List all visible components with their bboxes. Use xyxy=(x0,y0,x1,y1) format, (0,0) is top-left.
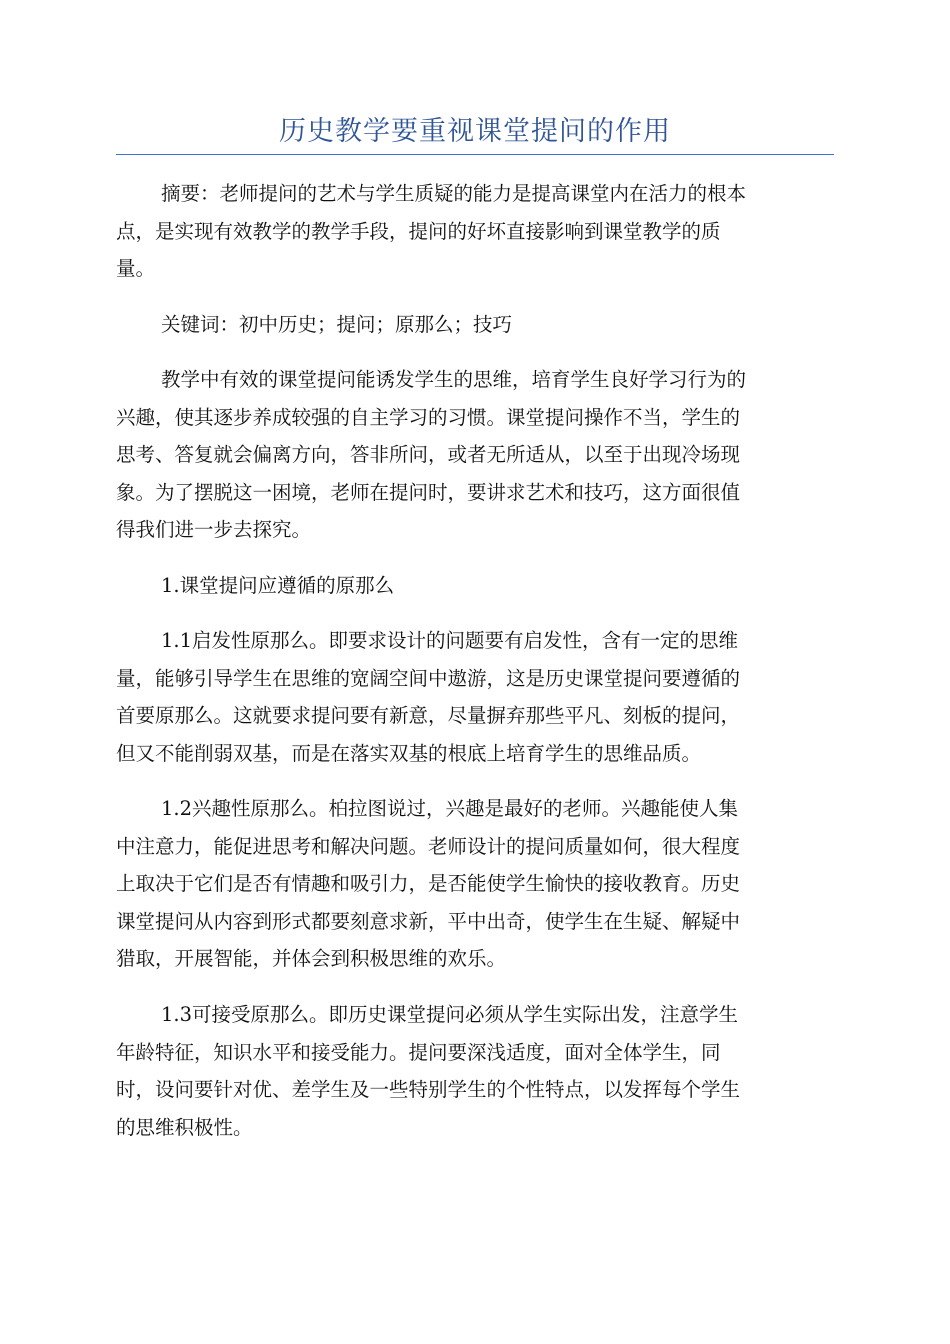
text-line: 象。为了摆脱这一困境，老师在提问时，要讲求艺术和技巧，这方面很值 xyxy=(116,480,741,504)
text-line: 的思维积极性。 xyxy=(116,1115,253,1139)
text-line: 得我们进一步去探究。 xyxy=(116,518,312,541)
paragraph-1-3 xyxy=(116,996,834,1146)
text-line: 量，能够引导学生在思维的宽阔空间中遨游，这是历史课堂提问要遵循的 xyxy=(116,666,741,690)
document-title: 历史教学要重视课堂提问的作用 xyxy=(279,116,671,147)
text-line: 点，是实现有效教学的教学手段，提问的好坏直接影响到课堂教学的质 xyxy=(116,219,721,243)
text-line: 兴趣，使其逐步养成较强的自主学习的习惯。课堂提问操作不当，学生的 xyxy=(116,405,741,429)
text-line: 1.2兴趣性原那么。柏拉图说过，兴趣是最好的老师。兴趣能使人集 xyxy=(161,797,739,820)
text-line: 上取决于它们是否有情趣和吸引力，是否能使学生愉快的接收教育。历史 xyxy=(116,872,741,895)
text-line: 年龄特征，知识水平和接受能力。提问要深浅适度，面对全体学生，同 xyxy=(116,1040,721,1064)
paragraph-intro xyxy=(116,361,834,549)
text-line: 猎取，开展智能，并体会到积极思维的欢乐。 xyxy=(116,947,507,970)
text-line: 首要原那么。这就要求提问要有新意，尽量摒弃那些平凡、刻板的提问， xyxy=(116,704,741,727)
text-line: 教学中有效的课堂提问能诱发学生的思维，培育学生良好学习行为的 xyxy=(161,368,747,391)
text-line: 时，设问要针对优、差学生及一些特别学生的个性特点，以发挥每个学生 xyxy=(116,1078,741,1101)
paragraph-1-1 xyxy=(116,622,834,772)
text-line: 课堂提问从内容到形式都要刻意求新，平中出奇，使学生在生疑、解疑中 xyxy=(116,909,741,933)
text-line: 思考、答复就会偏离方向，答非所问，或者无所适从，以至于出现冷场现 xyxy=(116,443,741,466)
text-line: 但又不能削弱双基，而是在落实双基的根底上培育学生的思维品质。 xyxy=(116,741,702,765)
section-heading xyxy=(116,567,834,605)
title-underline xyxy=(116,154,834,155)
text-line: 1.课堂提问应遵循的原那么 xyxy=(161,574,395,597)
paragraph-abstract xyxy=(116,175,834,288)
text-line: 量。 xyxy=(116,257,156,280)
text-line: 1.3可接受原那么。即历史课堂提问必须从学生实际出发，注意学生 xyxy=(161,1003,739,1026)
paragraph-1-2 xyxy=(116,790,834,978)
paragraph-keywords xyxy=(116,306,834,344)
text-line: 1.1启发性原那么。即要求设计的问题要有启发性，含有一定的思维 xyxy=(161,629,739,652)
text-line: 摘要：老师提问的艺术与学生质疑的能力是提高课堂内在活力的根本 xyxy=(161,182,747,205)
text-line: 中注意力，能促进思考和解决问题。老师设计的提问质量如何，很大程度 xyxy=(116,834,741,858)
text-line: 关键词：初中历史；提问；原那么；技巧 xyxy=(161,313,513,336)
